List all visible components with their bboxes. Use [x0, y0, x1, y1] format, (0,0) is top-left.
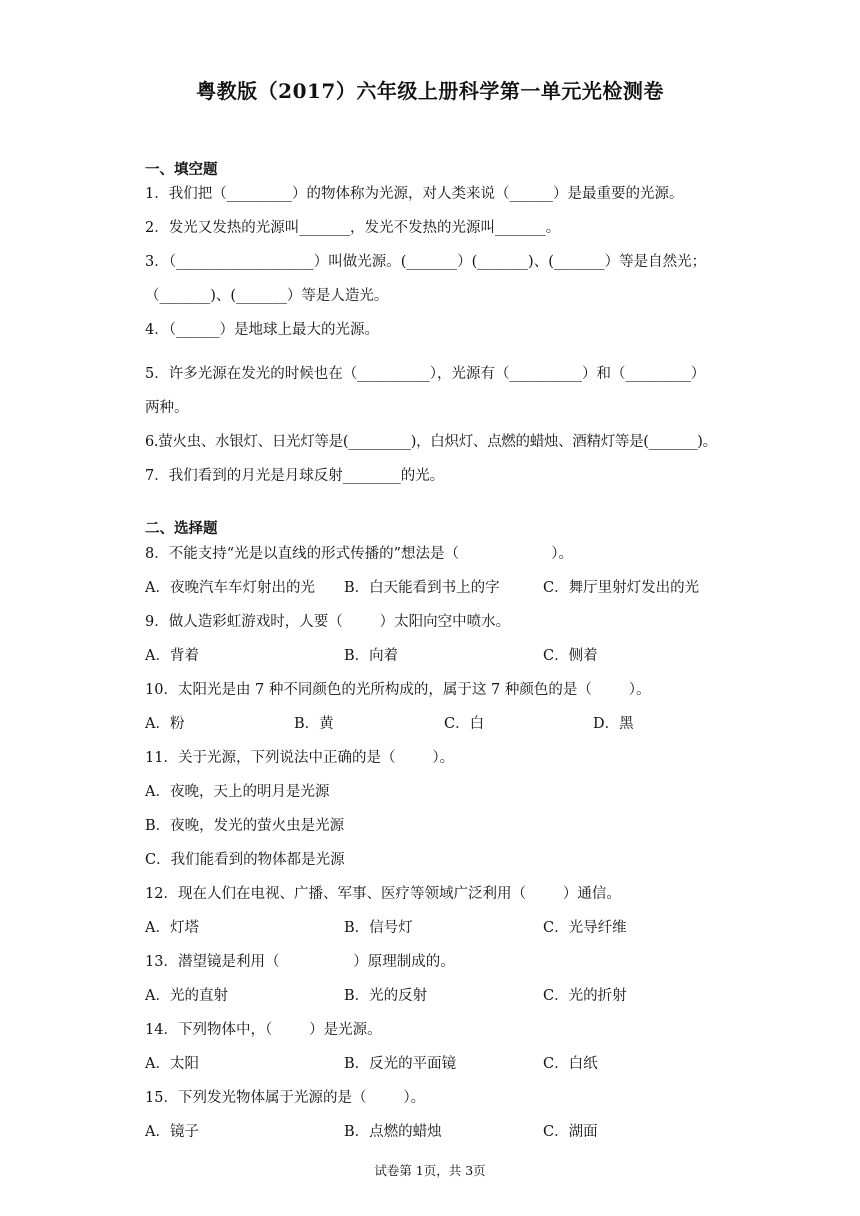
question-1: 1．我们把（_________）的物体称为光源，对人类来说（______）是最重要的光源。	[145, 186, 684, 202]
q9-option-c: C．侧着	[543, 648, 598, 664]
q10-option-c: C．白	[444, 716, 485, 732]
q15-option-a: A．镜子	[145, 1124, 199, 1140]
question-14: 14．下列物体中，（ ）是光源。	[145, 1022, 382, 1038]
q11-option-a: A．夜晚，天上的明月是光源	[145, 784, 330, 800]
q13-option-c: C．光的折射	[543, 988, 627, 1004]
section-heading-fill-in: 一、填空题	[145, 161, 218, 178]
question-7: 7．我们看到的月光是月球反射________的光。	[145, 468, 445, 484]
q11-option-b: B．夜晚，发光的萤火虫是光源	[145, 818, 345, 834]
q11-option-c: C．我们能看到的物体都是光源	[145, 852, 345, 868]
q8-option-c: C．舞厅里射灯发出的光	[543, 580, 700, 596]
q14-option-b: B．反光的平面镜	[344, 1056, 457, 1072]
question-12: 12．现在人们在电视、广播、军事、医疗等领域广泛利用（ ）通信。	[145, 886, 621, 902]
q12-option-c: C．光导纤维	[543, 920, 627, 936]
question-3-line-1: 3．（___________________）叫做光源。(_______）(_______)、(_______）等是自然光；	[145, 254, 707, 270]
question-11: 11．关于光源，下列说法中正确的是（ ）。	[145, 750, 455, 766]
question-10: 10．太阳光是由 7 种不同颜色的光所构成的，属于这 7 种颜色的是（ ）。	[145, 682, 651, 698]
question-8: 8．不能支持“光是以直线的形式传播的”想法是（ ）。	[145, 546, 573, 562]
question-5-line-2: 两种。	[145, 400, 189, 416]
q14-option-c: C．白纸	[543, 1056, 598, 1072]
question-13: 13．潜望镜是利用（ ）原理制成的。	[145, 954, 455, 970]
page-title: 粤教版（2017）六年级上册科学第一单元光检测卷	[196, 79, 664, 103]
q13-option-a: A．光的直射	[145, 988, 228, 1004]
q13-option-b: B．光的反射	[344, 988, 428, 1004]
q8-option-a: A．夜晚汽车车灯射出的光	[145, 580, 315, 596]
question-5-line-1: 5．许多光源在发光的时候也在（__________），光源有（__________）和（_________）	[145, 366, 706, 382]
page-footer: 试卷第 1页，共 3页	[374, 1163, 486, 1178]
q12-option-a: A．灯塔	[145, 920, 199, 936]
q15-option-b: B．点燃的蜡烛	[344, 1124, 442, 1140]
q9-option-a: A．背着	[145, 648, 199, 664]
question-15: 15．下列发光物体属于光源的是（ ）。	[145, 1090, 426, 1106]
q12-option-b: B．信号灯	[344, 920, 413, 936]
question-6: 6.萤火虫、水银灯、日光灯等是(_________)，白炽灯、点燃的蜡烛、酒精灯等是(_______)。	[145, 434, 717, 450]
q15-option-c: C．湖面	[543, 1124, 598, 1140]
q8-option-b: B．白天能看到书上的字	[344, 580, 500, 596]
q10-option-b: B．黄	[294, 716, 334, 732]
q14-option-a: A．太阳	[145, 1056, 199, 1072]
question-9: 9．做人造彩虹游戏时，人要（ ）太阳向空中喷水。	[145, 614, 511, 630]
q10-option-d: D．黑	[593, 716, 634, 732]
question-2: 2．发光又发热的光源叫_______，发光不发热的光源叫_______。	[145, 220, 561, 236]
section-heading-multiple-choice: 二、选择题	[145, 520, 218, 537]
question-4: 4．（______）是地球上最大的光源。	[145, 322, 379, 338]
q10-option-a: A．粉	[145, 716, 185, 732]
q9-option-b: B．向着	[344, 648, 399, 664]
question-3-line-2: （_______)、(_______）等是人造光。	[145, 288, 389, 304]
